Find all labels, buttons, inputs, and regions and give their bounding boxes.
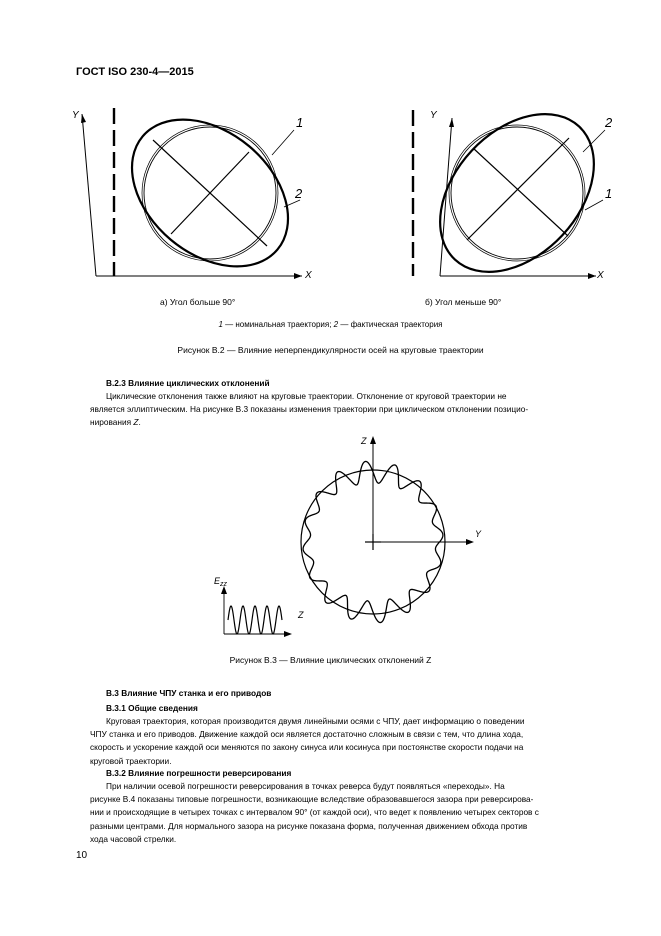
label-1-b: 1 bbox=[605, 186, 613, 201]
x-axis-label-b: X bbox=[597, 270, 604, 281]
section-b31-paragraph: Круговая траектория, которая производится двумя линейными осями с ЧПУ, дает информацию о поведении ЧПУ станка и его приводов. Движение каждой оси является достаточно сложным в связи с тем, что длина хода, скорость и ускорение каждой оси меняются по закону синуса или косинуса при постоянстве скорости подачи на круговой траектории. bbox=[90, 716, 525, 766]
y-axis-label-a: Y bbox=[72, 110, 79, 121]
figure-b3 bbox=[210, 430, 500, 640]
section-b23-heading: В.2.3 Влияние циклических отклонений bbox=[106, 378, 270, 388]
figure-b2-title: Рисунок В.2 — Влияние неперпендикулярности осей на круговые траектории bbox=[177, 345, 484, 355]
section-b32-heading: В.3.2 Влияние погрешности реверсирования bbox=[106, 768, 292, 778]
nominal-circle-b bbox=[451, 127, 583, 259]
label-1-a: 1 bbox=[296, 115, 304, 130]
figure-b2 bbox=[60, 100, 620, 285]
caption-a: а) Угол больше 90° bbox=[160, 297, 236, 307]
y-axis-a bbox=[82, 114, 96, 276]
y-axis-b bbox=[440, 118, 452, 276]
x-axis-label-a: X bbox=[305, 270, 312, 281]
label-2-a: 2 bbox=[295, 186, 303, 201]
ezz-label: $E_{zz}$ bbox=[214, 576, 228, 588]
figure-b2-legend: 1 — номинальная траектория; 2 — фактическая траектория bbox=[218, 320, 443, 329]
ezz-wave bbox=[228, 606, 282, 634]
page-number: 10 bbox=[76, 850, 88, 861]
figure-b2a-diagram bbox=[72, 100, 317, 285]
y-axis-label: Y bbox=[475, 529, 482, 539]
figure-b2b-diagram bbox=[410, 100, 620, 285]
y-axis-label-b: Y bbox=[430, 110, 437, 121]
figure-b3-title: Рисунок В.3 — Влияние циклических отклонений Z bbox=[229, 655, 432, 665]
section-b3-heading: В.3 Влияние ЧПУ станка и его приводов bbox=[106, 688, 272, 698]
small-z-label: Z bbox=[298, 610, 304, 620]
section-b32-paragraph: При наличии осевой погрешности реверсирования в точках реверса будут появляться «переходы». На рисунке В.4 показаны типовые погрешности, возникающие вследствие образовавшегося зазора при реверсирова- нии и происходящие в четырех точках с интервалом 90° (от каждой оси), что ведет к появлению четырех секторов с разными центрами. Для нормального зазора на рисунке показана форма, полученная движением обхода против хода часовой стрелки. bbox=[90, 781, 539, 844]
caption-b: б) Угол меньше 90° bbox=[425, 297, 502, 307]
section-b23-paragraph: Циклические отклонения также влияют на круговые траектории. Отклонение от круговой траектории не является эллиптическим. На рисунке В.3 показаны изменения траектории при циклическом отклонении позицио- нирования Z. bbox=[90, 391, 529, 428]
z-axis-label: Z bbox=[361, 436, 367, 446]
document-code: ГОСТ ISO 230-4—2015 bbox=[76, 66, 194, 78]
label-2-b: 2 bbox=[605, 115, 613, 130]
section-b31-heading: В.3.1 Общие сведения bbox=[106, 703, 198, 713]
